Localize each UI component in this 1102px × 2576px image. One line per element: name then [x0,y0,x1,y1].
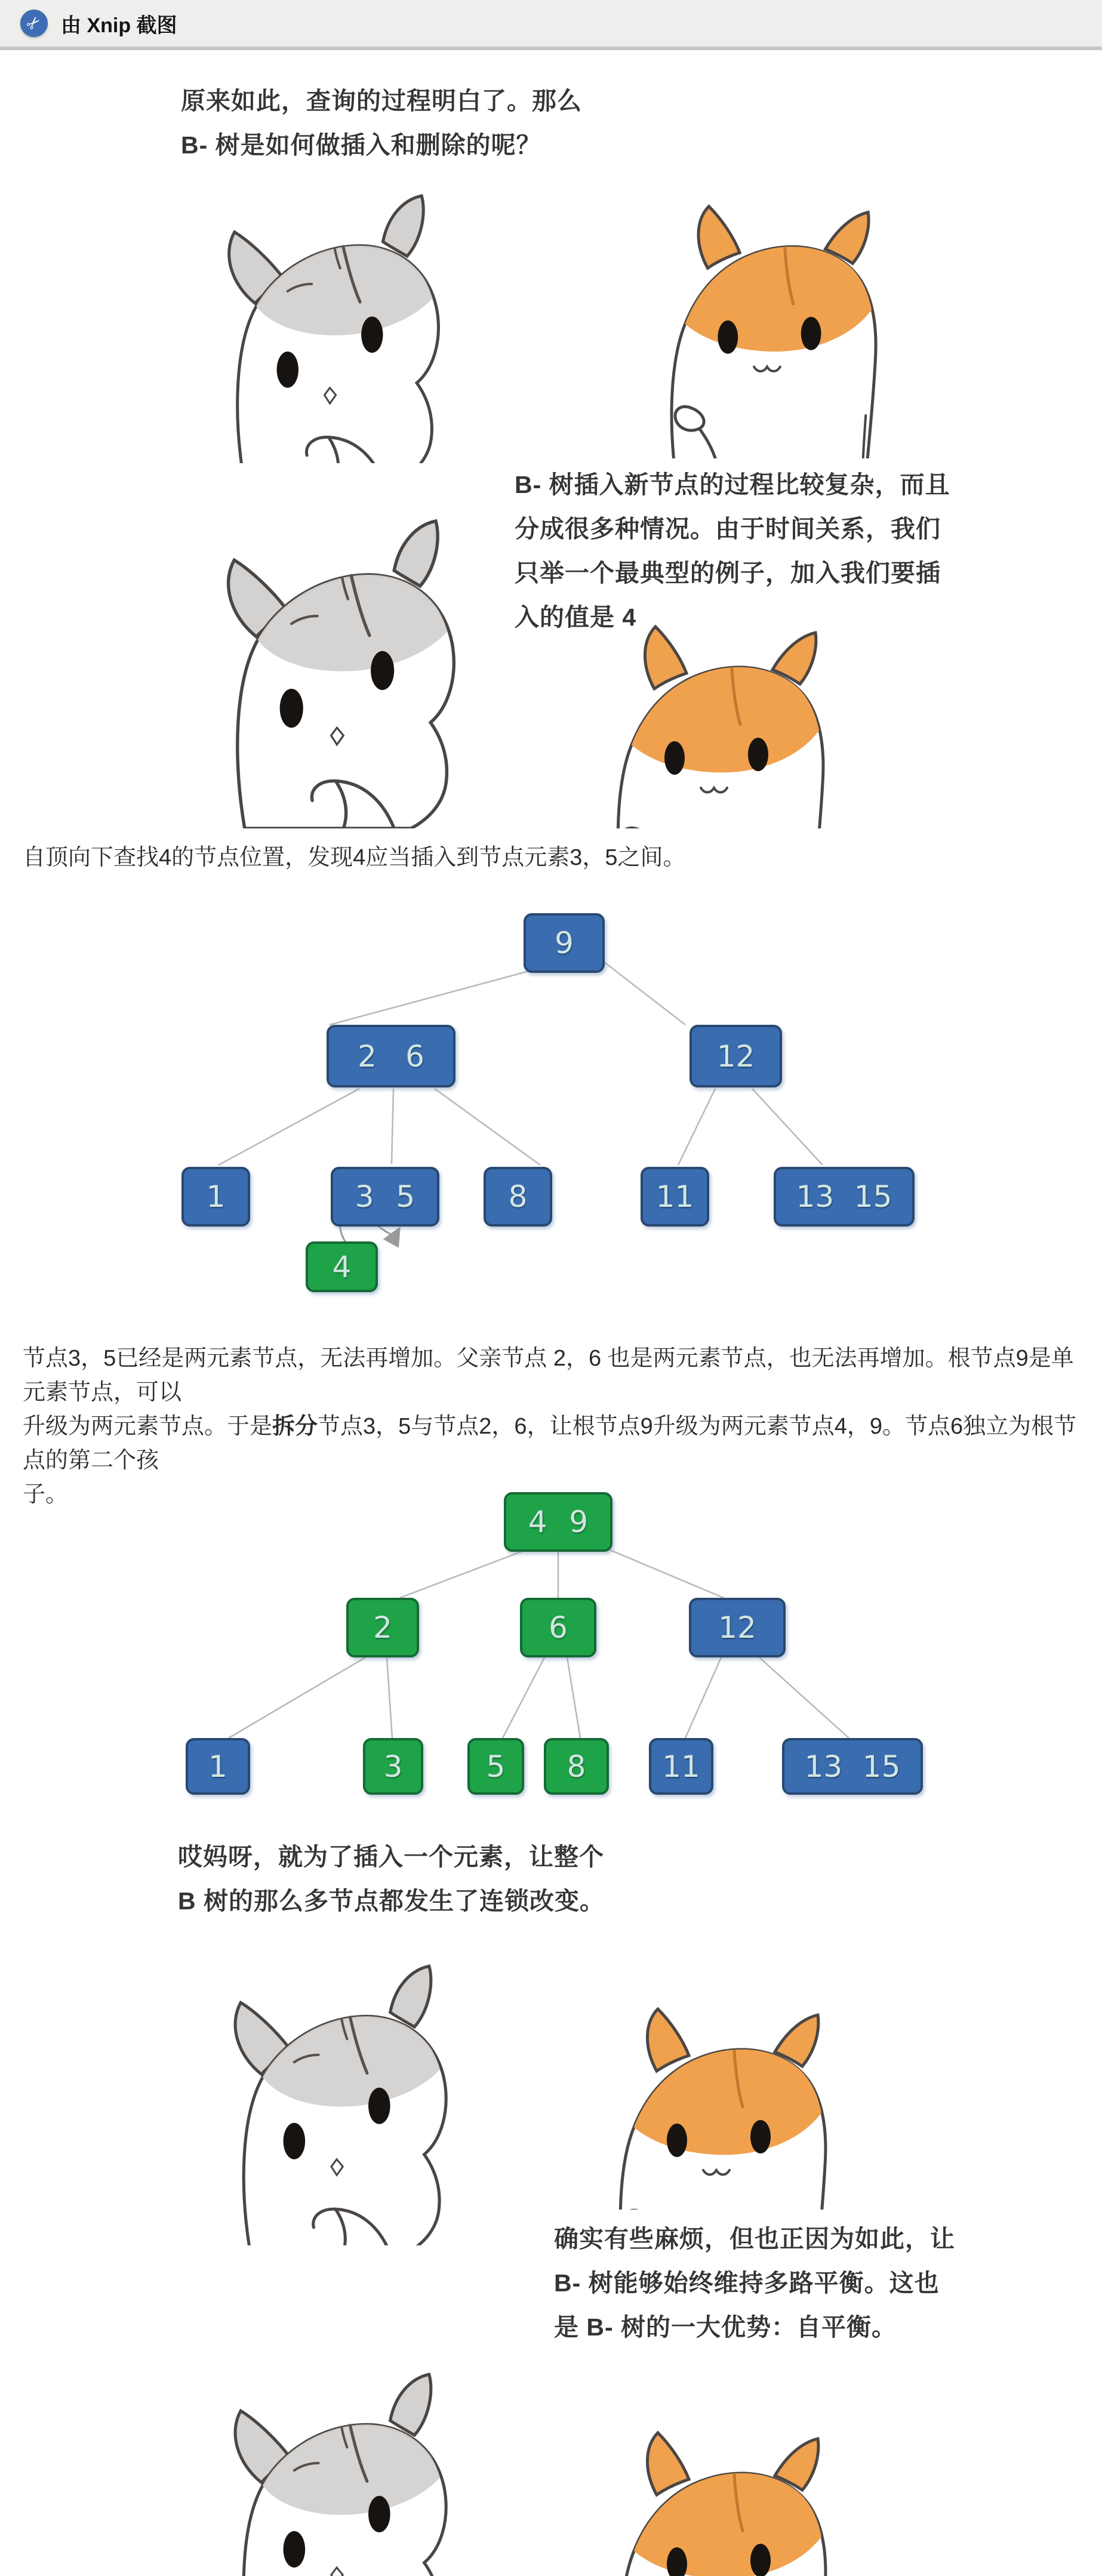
tree-node-key: 15 [862,1749,901,1784]
tree-node-key: 9 [569,1505,589,1539]
xnip-app-icon [20,10,48,37]
tree-node-2 [346,1598,419,1657]
tree-node-4 [306,1241,378,1292]
scissors-icon: ✂ [22,11,45,35]
tree-node-13-15 [782,1738,923,1795]
tree-node-key: 12 [718,1610,756,1645]
tree-node-11 [649,1738,713,1795]
tree-node-2-6 [327,1025,455,1087]
tree-node-key: 8 [508,1179,528,1214]
tree-node-11 [641,1167,709,1227]
speech-line: B- 树能够始终维持多路平衡。这也 [554,2269,940,2297]
tree-node-6 [520,1598,596,1657]
tree-node-key: 15 [854,1179,892,1214]
speech-text-panel4 [554,2217,955,2349]
tree-node-key: 3 [383,1749,403,1784]
btree-diagram-before-split [149,895,955,1313]
tree-node-3-5 [331,1167,439,1227]
gray-hamster-illustration [191,189,463,463]
xnip-capture-bar [0,0,1102,50]
paragraph-line: 子。 [23,1482,69,1507]
speech-line: 是 B- 树的一大优势：自平衡。 [554,2313,897,2341]
tree-node-key: 6 [549,1610,568,1645]
speech-line: 入的值是 4 [515,603,637,631]
speech-line: 确实有些麻烦，但也正因为如此，让 [554,2225,955,2253]
tree-node-key: 11 [655,1179,694,1214]
orange-hamster-illustration [586,2404,843,2576]
tree-node-key: 1 [206,1179,226,1214]
tree-node-key: 4 [528,1505,547,1539]
tree-node-key: 13 [796,1179,835,1214]
tree-node-12 [689,1598,786,1657]
tree-node-key: 6 [405,1039,424,1074]
orange-hamster-illustration [584,598,841,828]
speech-line: 只举一个最典型的例子，加入我们要插 [515,559,941,587]
tree-node-9 [524,913,605,973]
tree-node-key: 12 [716,1039,755,1074]
tree-node-key: 9 [555,926,574,960]
btree-diagram-after-split [149,1474,955,1808]
tree-node-key: 5 [486,1749,506,1784]
speech-line: B- 树是如何做插入和删除的呢？ [181,131,541,159]
tree-node-key: 13 [804,1749,843,1784]
tree-node-key: 11 [662,1749,700,1784]
tree-node-13-15 [774,1167,915,1227]
tree-node-1 [186,1738,250,1795]
speech-line: 分成很多种情况。由于时间关系，我们 [515,515,941,543]
tree-node-5 [467,1738,524,1795]
tree-node-key: 4 [332,1249,352,1284]
speech-line: 原来如此，查询的过程明白了。那么 [181,87,582,115]
tree-node-12 [689,1025,782,1087]
tree-node-key: 3 [355,1179,374,1214]
speech-line: B 树的那么多节点都发生了连锁改变。 [178,1887,605,1915]
tree-node-1 [181,1167,250,1227]
gray-hamster-illustration [197,513,470,828]
orange-hamster-illustration [638,178,893,458]
paragraph-line: 升级为两元素节点。于是拆分节点3，5与节点2，6，让根节点9升级为两元素节点4，9。节点6独立为根节点的第二个孩 [23,1414,1077,1473]
tree-node-key: 2 [373,1610,392,1645]
speech-text-panel3 [178,1835,605,1923]
tree-node-key: 5 [396,1179,415,1214]
tree-node-4-9 [504,1492,612,1552]
tree-node-8 [484,1167,552,1227]
speech-text-panel1 [181,79,582,167]
speech-line: B- 树插入新节点的过程比较复杂，而且 [515,471,950,498]
tree-node-key: 8 [567,1749,586,1784]
tree-node-key: 2 [358,1039,377,1074]
tree-node-8 [544,1738,609,1795]
gray-hamster-illustration [197,1959,470,2245]
tree-node-3 [363,1738,423,1795]
orange-hamster-illustration [586,1980,843,2210]
body-paragraph-1: 自顶向下查找4的节点位置，发现4应当插入到节点元素3，5之间。 [23,845,686,870]
speech-line: 哎妈呀，就为了插入一个元素，让整个 [178,1843,604,1871]
tree-node-key: 1 [208,1749,227,1784]
gray-hamster-illustration [197,2367,470,2576]
bold-word: 拆分 [272,1414,318,1439]
paragraph-line: 节点3，5已经是两元素节点，无法再增加。父亲节点 2，6 也是两元素节点，也无法再增加。根节点9是单元素节点，可以 [23,1346,1074,1405]
xnip-capture-label: 由 Xnip 截图 [61,14,177,37]
